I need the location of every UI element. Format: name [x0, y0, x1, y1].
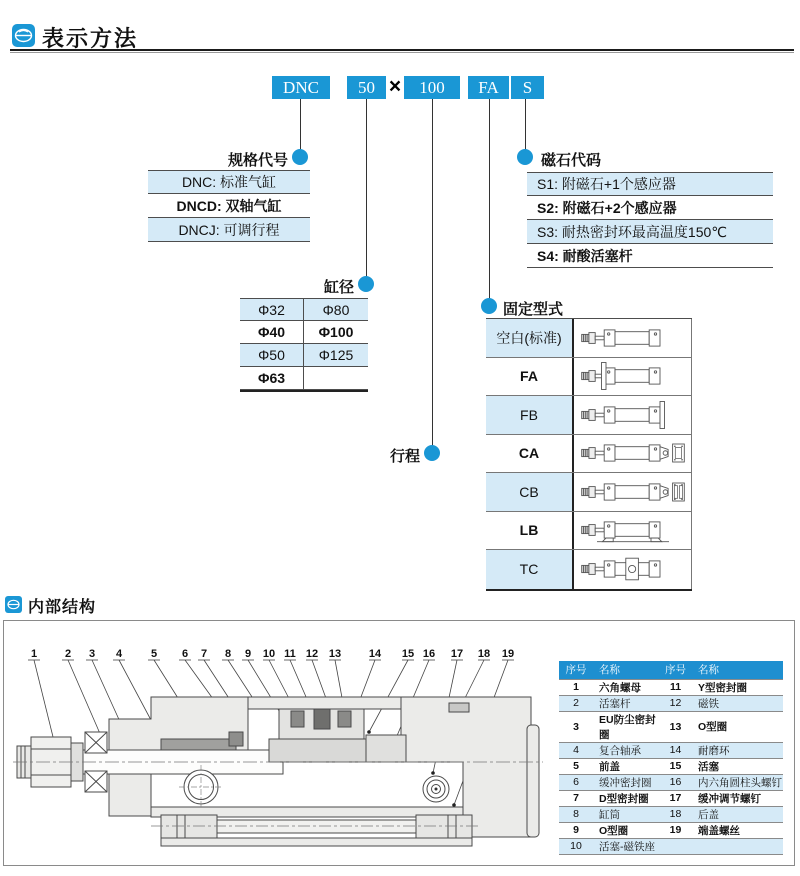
- cylinder-body: [13, 697, 543, 846]
- svg-text:11: 11: [284, 648, 296, 660]
- svg-text:8: 8: [224, 648, 232, 660]
- part-name: 缓冲调节螺钉: [692, 790, 783, 806]
- mounting-diagram-tc: [574, 550, 692, 589]
- callout-numbers: [31, 648, 514, 660]
- svg-text:18: 18: [477, 648, 491, 660]
- bore-cell: Φ100: [318, 324, 354, 340]
- magnet-row: S1: 附磁石+1个感应器: [527, 172, 773, 196]
- col-header-no: 序号: [659, 661, 692, 679]
- label-mounting: 固定型式: [503, 301, 564, 318]
- magnet-row: S4: 耐酸活塞杆: [527, 244, 773, 268]
- mounting-label: 空白(标准): [486, 319, 574, 357]
- model-box-bore: 50: [347, 76, 386, 99]
- bore-row: [240, 367, 368, 390]
- part-name: 磁铁: [692, 695, 783, 711]
- svg-text:16: 16: [422, 648, 436, 660]
- model-separator: ×: [388, 75, 402, 98]
- col-header-name: 名称: [593, 661, 659, 679]
- part-no: 4: [559, 742, 593, 758]
- part-name: 耐磨环: [692, 742, 783, 758]
- part-name: 前盖: [593, 758, 659, 774]
- part-name: 内六角圆柱头螺钉: [692, 774, 783, 790]
- part-no: 19: [659, 822, 692, 838]
- model-box-series: DNC: [272, 76, 330, 99]
- svg-text:12: 12: [305, 648, 319, 660]
- part-no: 14: [659, 742, 692, 758]
- parts-row: [559, 806, 783, 822]
- part-no: 3: [559, 711, 593, 742]
- part-name: 活塞杆: [593, 695, 659, 711]
- spec-row: DNC: 标准气缸: [148, 170, 310, 194]
- bore-cell: [304, 367, 368, 389]
- connector-spec: [300, 99, 301, 150]
- svg-text:7: 7: [200, 648, 208, 660]
- mounting-row: [486, 396, 692, 435]
- bore-cell: Φ63: [240, 367, 304, 389]
- parts-row: [559, 679, 783, 695]
- connector-stroke: [432, 99, 433, 446]
- svg-text:6: 6: [181, 648, 189, 660]
- spec-row: DNCD: 双轴气缸: [148, 194, 310, 218]
- svg-text:2: 2: [64, 648, 72, 660]
- part-name: Y型密封圈: [692, 679, 783, 695]
- part-name: O型圈: [593, 822, 659, 838]
- cylinder-cross-section-diagram: [11, 637, 546, 863]
- svg-text:15: 15: [401, 648, 415, 660]
- part-no: 5: [559, 758, 593, 774]
- page-title: 表示方法: [42, 26, 139, 51]
- bore-table: [240, 298, 368, 392]
- part-no: 6: [559, 774, 593, 790]
- mounting-row: [486, 473, 692, 512]
- connector-bore: [366, 99, 367, 277]
- parts-row: [559, 790, 783, 806]
- spec-row: DNCJ: 可调行程: [148, 218, 310, 242]
- part-no: 17: [659, 790, 692, 806]
- part-no: 11: [659, 679, 692, 695]
- internal-structure-title: 内部结构: [28, 599, 97, 616]
- part-name: D型密封圈: [593, 790, 659, 806]
- mounting-row: [486, 512, 692, 551]
- part-name: [692, 838, 783, 854]
- mounting-label: CB: [486, 473, 574, 511]
- mounting-label: TC: [486, 550, 574, 589]
- mounting-row: [486, 435, 692, 474]
- parts-table: [559, 661, 783, 855]
- bore-cell: Φ32: [240, 299, 304, 320]
- part-no: 2: [559, 695, 593, 711]
- magnet-code-table: [527, 172, 773, 268]
- svg-text:5: 5: [150, 648, 158, 660]
- part-name: 缓冲密封圈: [593, 774, 659, 790]
- parts-row: [559, 774, 783, 790]
- part-name: 后盖: [692, 806, 783, 822]
- parts-row: [559, 822, 783, 838]
- connector-magnet: [525, 99, 526, 150]
- mounting-diagram-cb: [574, 473, 692, 511]
- dot-bore: [358, 276, 374, 292]
- title-rule: [10, 49, 794, 53]
- part-no: 18: [659, 806, 692, 822]
- spec-code-table: [148, 170, 310, 242]
- model-box-magnet: S: [511, 76, 544, 99]
- svg-text:14: 14: [368, 648, 382, 660]
- part-no: 10: [559, 838, 593, 854]
- label-stroke: 行程: [389, 448, 420, 465]
- part-no: 13: [659, 711, 692, 742]
- model-box-mounting: FA: [468, 76, 509, 99]
- dot-mounting: [481, 298, 497, 314]
- part-name: 端盖螺丝: [692, 822, 783, 838]
- part-no: 12: [659, 695, 692, 711]
- bore-cell: Φ50: [240, 344, 304, 366]
- svg-text:19: 19: [501, 648, 515, 660]
- svg-text:4: 4: [115, 648, 123, 660]
- part-name: 缸筒: [593, 806, 659, 822]
- svg-text:17: 17: [450, 648, 464, 660]
- mounting-label: LB: [486, 512, 574, 550]
- mounting-table: [486, 318, 692, 591]
- label-magnet-code: 磁石代码: [541, 152, 602, 169]
- bore-row: [240, 321, 368, 344]
- part-no: 16: [659, 774, 692, 790]
- col-header-name: 名称: [692, 661, 783, 679]
- parts-header-row: [559, 661, 783, 679]
- part-name: 活塞: [692, 758, 783, 774]
- part-name: 复合轴承: [593, 742, 659, 758]
- parts-row: [559, 695, 783, 711]
- svg-text:3: 3: [88, 648, 96, 660]
- label-spec-code: 规格代号: [227, 152, 288, 169]
- mounting-diagram-lb: [574, 512, 692, 550]
- magnet-row: S3: 耐热密封环最高温度150℃: [527, 220, 773, 244]
- part-no: 7: [559, 790, 593, 806]
- part-name: 六角螺母: [593, 679, 659, 695]
- magnet-row: S2: 附磁石+2个感应器: [527, 196, 773, 220]
- part-name: O型圈: [692, 711, 783, 742]
- svg-text:10: 10: [262, 648, 276, 660]
- mounting-label: FB: [486, 396, 574, 434]
- section-logo-icon: [5, 596, 22, 613]
- bore-cell: Φ80: [322, 301, 350, 318]
- mounting-label: FA: [486, 358, 574, 396]
- mounting-row: [486, 319, 692, 358]
- mounting-diagram-fa: [574, 358, 692, 396]
- part-no: [659, 838, 692, 854]
- section-logo-icon: [12, 24, 35, 47]
- connector-mounting: [489, 99, 490, 299]
- parts-row: [559, 711, 783, 742]
- part-name: EU防尘密封圈: [593, 711, 659, 742]
- bore-cell: Φ40: [240, 321, 304, 343]
- dot-stroke: [424, 445, 440, 461]
- parts-row: [559, 758, 783, 774]
- col-header-no: 序号: [559, 661, 593, 679]
- model-box-stroke: 100: [404, 76, 460, 99]
- svg-text:9: 9: [244, 648, 252, 660]
- bore-row: [240, 344, 368, 367]
- parts-row: [559, 838, 783, 854]
- bore-row: [240, 298, 368, 321]
- dot-magnet: [517, 149, 533, 165]
- internal-structure-panel: [3, 620, 795, 866]
- part-no: 8: [559, 806, 593, 822]
- bore-cell: Φ125: [318, 347, 354, 363]
- mounting-row: [486, 550, 692, 589]
- part-no: 1: [559, 679, 593, 695]
- label-bore: 缸径: [323, 279, 354, 296]
- mounting-diagram-fb: [574, 396, 692, 434]
- part-no: 15: [659, 758, 692, 774]
- part-name: 活塞-磁铁座: [593, 838, 659, 854]
- mounting-diagram-ca: [574, 435, 692, 473]
- parts-row: [559, 742, 783, 758]
- mounting-row: [486, 358, 692, 397]
- mounting-diagram-standard: [574, 319, 692, 357]
- svg-text:13: 13: [328, 648, 342, 660]
- dot-spec: [292, 149, 308, 165]
- svg-text:1: 1: [30, 648, 38, 660]
- mounting-label: CA: [486, 435, 574, 473]
- part-no: 9: [559, 822, 593, 838]
